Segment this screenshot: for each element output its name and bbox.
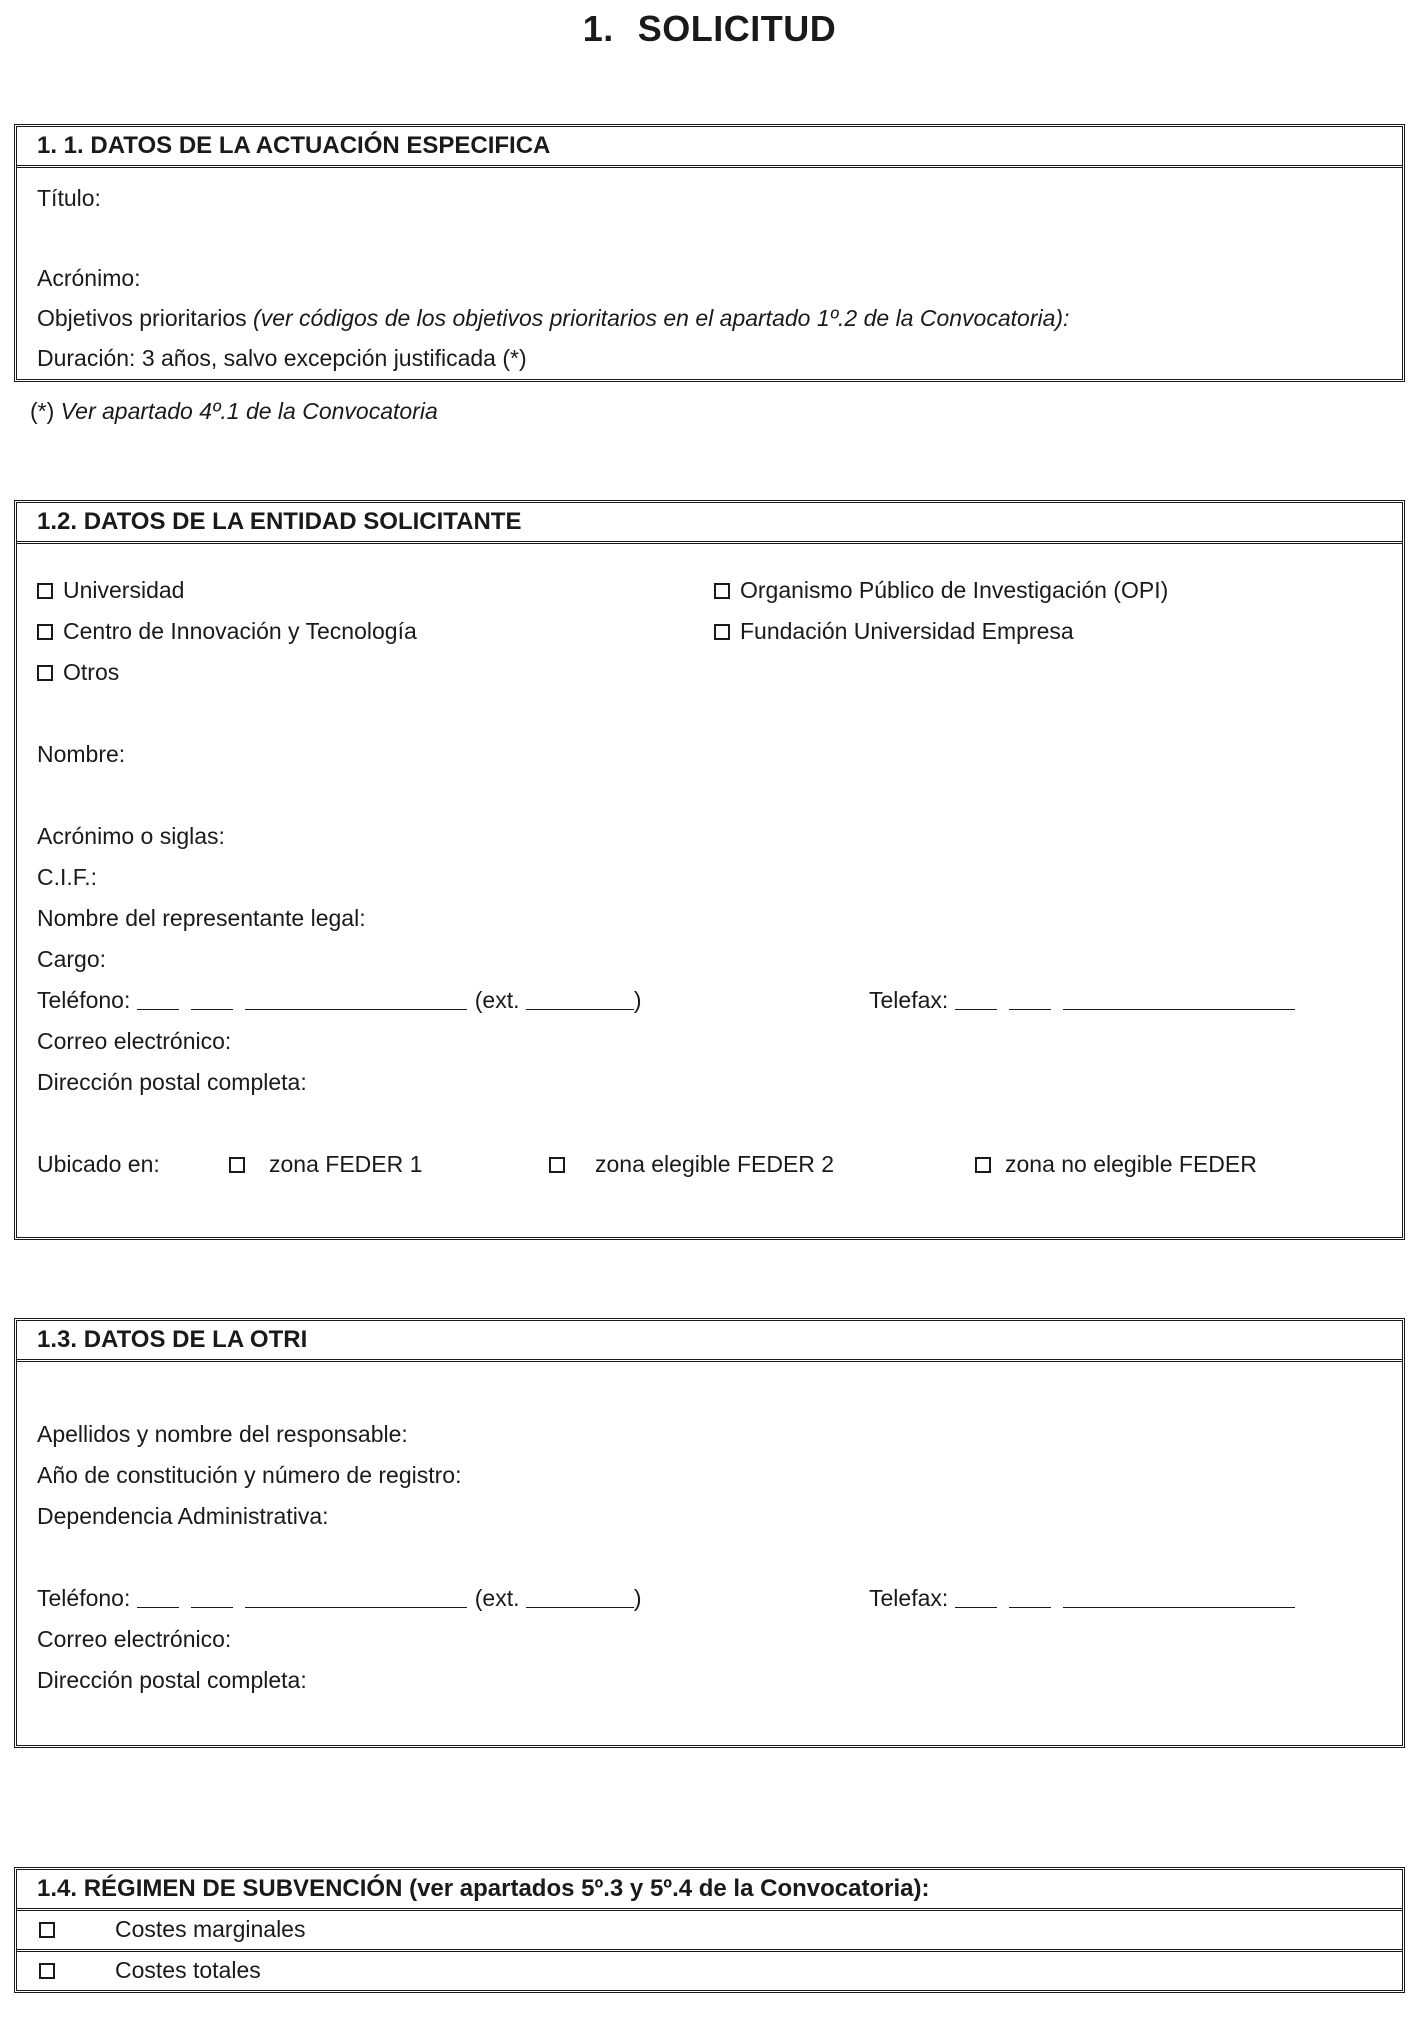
page-title [0,8,1419,50]
zone-feder-1-label: zona FEDER 1 [269,1151,423,1177]
checkbox-zone-no-elegible[interactable] [975,1157,991,1173]
page-title-number: 1. [582,8,614,49]
checkbox-costes-totales[interactable] [39,1963,55,1979]
checkbox-universidad[interactable] [37,583,53,599]
telefax-label: Telefax: [869,987,949,1013]
costes-totales-label: Costes totales [115,1957,261,1983]
ext-close: ) [633,987,642,1013]
option-universidad-label: Universidad [63,577,185,603]
option-costes-totales[interactable] [39,1955,261,1985]
telefono-line [37,985,642,1015]
telefono-ext-field[interactable] [526,989,634,1010]
telefono-prefix-field[interactable] [137,989,179,1010]
checkbox-opi[interactable] [714,583,730,599]
dependencia-label: Dependencia Administrativa: [37,1503,329,1529]
telefax-area-field[interactable] [1009,989,1051,1010]
footnote [30,396,438,426]
telefono-number-field[interactable] [245,989,467,1010]
option-otros[interactable] [37,657,119,687]
zone-feder-1[interactable] [229,1149,422,1179]
option-fundacion[interactable] [714,616,1074,646]
nombre-field-label: Nombre: [37,741,126,767]
option-centro-innovacion[interactable] [37,616,417,646]
otri-direccion-label: Dirección postal completa: [37,1667,307,1693]
acronimo-field-label: Acrónimo: [37,265,141,291]
option-otros-label: Otros [63,659,120,685]
otri-correo-label: Correo electrónico: [37,1626,232,1652]
option-costes-marginales[interactable] [39,1914,305,1944]
section-otri [14,1318,1405,1748]
correo-label: Correo electrónico: [37,1028,232,1054]
zone-no-elegible[interactable] [975,1149,1257,1179]
option-fundacion-label: Fundación Universidad Empresa [740,618,1074,644]
otri-telefono-prefix-field[interactable] [137,1587,179,1608]
otri-telefax-line [869,1583,1295,1613]
objetivos-label: Objetivos prioritarios [37,305,247,331]
representante-label: Nombre del representante legal: [37,905,366,931]
section-regimen [14,1867,1405,1993]
option-centro-innovacion-label: Centro de Innovación y Tecnología [63,618,417,644]
telefax-line [869,985,1295,1015]
otri-telefax-number-field[interactable] [1063,1587,1295,1608]
checkbox-costes-marginales[interactable] [39,1922,55,1938]
checkbox-fundacion[interactable] [714,624,730,640]
direccion-label: Dirección postal completa: [37,1069,307,1095]
telefax-prefix-field[interactable] [955,989,997,1010]
telefono-label: Teléfono: [37,987,131,1013]
regimen-row-divider [17,1949,1402,1952]
otri-telefono-ext-field[interactable] [526,1587,634,1608]
checkbox-otros[interactable] [37,665,53,681]
section-actuacion [14,124,1405,382]
objetivos-line [37,303,1069,333]
section-regimen-header: 1.4. RÉGIMEN DE SUBVENCIÓN (ver apartados 5º.3 y 5º.4 de la Convocatoria): [17,1870,1402,1911]
zone-feder-2[interactable] [549,1149,834,1179]
zone-no-elegible-label: zona no elegible FEDER [1005,1151,1257,1177]
ext-open: (ext. [474,987,520,1013]
otri-telefono-line [37,1583,642,1613]
option-opi-label: Organismo Público de Investigación (OPI) [740,577,1169,603]
section-entidad-header: 1.2. DATOS DE LA ENTIDAD SOLICITANTE [17,503,1402,544]
constitucion-label: Año de constitución y número de registro: [37,1462,462,1488]
option-universidad[interactable] [37,575,184,605]
telefono-area-field[interactable] [191,989,233,1010]
option-opi[interactable] [714,575,1168,605]
section-actuacion-header: 1. 1. DATOS DE LA ACTUACIÓN ESPECIFICA [17,127,1402,168]
cargo-label: Cargo: [37,946,107,972]
section-otri-header: 1.3. DATOS DE LA OTRI [17,1321,1402,1362]
titulo-field-label: Título: [37,185,101,211]
checkbox-zone-feder-1[interactable] [229,1157,245,1173]
checkbox-centro-innovacion[interactable] [37,624,53,640]
page-title-text: SOLICITUD [637,8,837,49]
duracion-text: Duración: 3 años, salvo excepción justificada (*) [37,345,527,371]
otri-telefax-label: Telefax: [869,1585,949,1611]
otri-telefono-area-field[interactable] [191,1587,233,1608]
ubicado-label: Ubicado en: [37,1151,160,1177]
section-entidad [14,500,1405,1240]
footnote-mark: (*) [30,398,55,424]
checkbox-zone-feder-2[interactable] [549,1157,565,1173]
zone-feder-2-label: zona elegible FEDER 2 [595,1151,835,1177]
responsable-label: Apellidos y nombre del responsable: [37,1421,408,1447]
otri-telefax-area-field[interactable] [1009,1587,1051,1608]
otri-telefax-prefix-field[interactable] [955,1587,997,1608]
objetivos-note: (ver códigos de los objetivos prioritarios en el apartado 1º.2 de la Convocatoria): [253,305,1070,331]
telefax-number-field[interactable] [1063,989,1295,1010]
cif-label: C.I.F.: [37,864,98,890]
otri-ext-open: (ext. [474,1585,520,1611]
otri-telefono-number-field[interactable] [245,1587,467,1608]
otri-telefono-label: Teléfono: [37,1585,131,1611]
costes-marginales-label: Costes marginales [115,1916,306,1942]
acronimo-siglas-label: Acrónimo o siglas: [37,823,225,849]
footnote-text: Ver apartado 4º.1 de la Convocatoria [60,398,438,424]
otri-ext-close: ) [633,1585,642,1611]
